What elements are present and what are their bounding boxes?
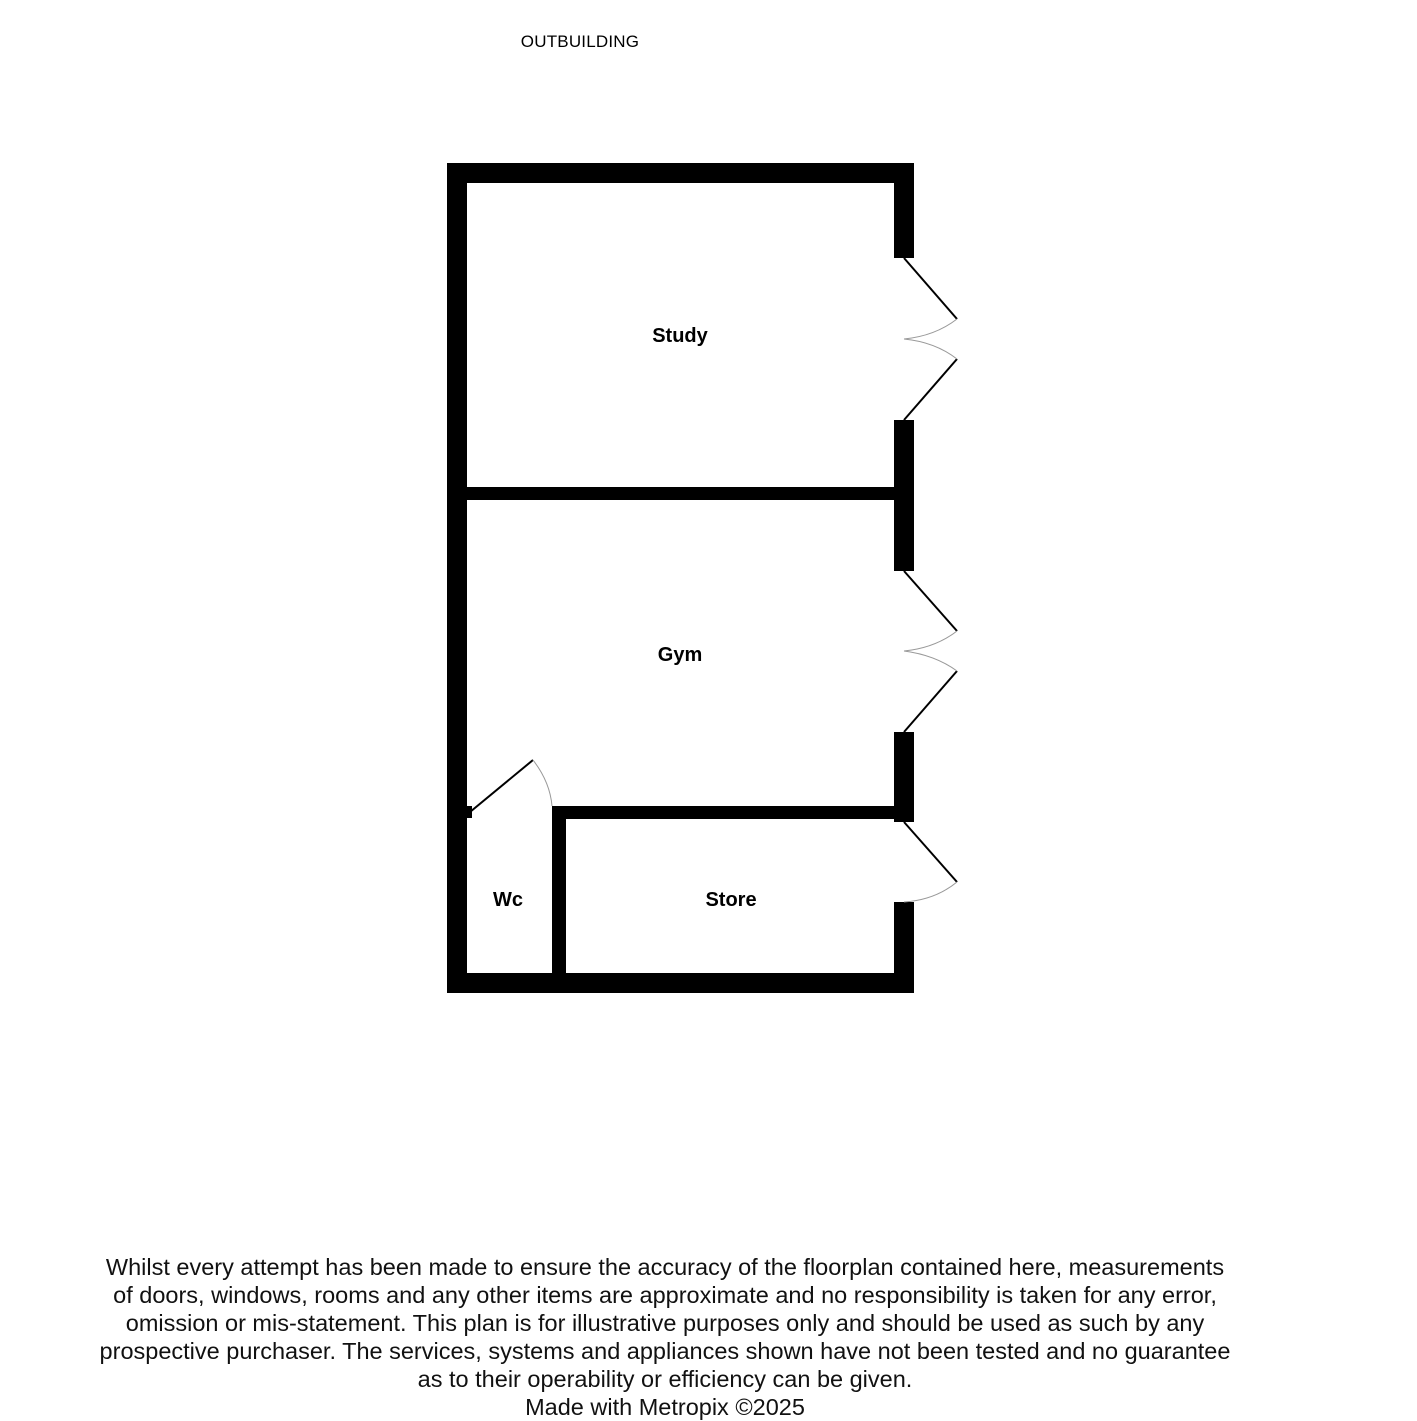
door-swing-arc xyxy=(904,651,957,671)
wall-gym-store xyxy=(552,806,904,819)
wall-left xyxy=(447,163,467,993)
door-swing-arc xyxy=(904,882,957,902)
door-leaf xyxy=(904,671,957,732)
door-leaf xyxy=(904,258,957,319)
disclaimer xyxy=(40,1253,1290,1421)
disclaimer-line: Whilst every attempt has been made to ensure the accuracy of the floorplan contained here, measurements xyxy=(105,1254,1225,1280)
door-leaf xyxy=(904,822,957,882)
room-label-store: Store xyxy=(705,889,757,911)
floor-title: OUTBUILDING xyxy=(520,32,640,51)
door-leaf xyxy=(904,359,957,420)
wall-right-study-upper xyxy=(894,163,914,258)
door-swing-arc xyxy=(904,319,957,339)
credit-line: Made with Metropix ©2025 xyxy=(525,1394,805,1420)
interior-walls xyxy=(460,487,904,986)
wall-top xyxy=(447,163,914,183)
wall-bottom xyxy=(447,973,914,993)
disclaimer-line: of doors, windows, rooms and any other items are approximate and no responsibility is taken for any error, xyxy=(113,1282,1217,1308)
wall-study-gym xyxy=(460,487,904,500)
door-swing-arc xyxy=(904,339,957,359)
room-label-gym: Gym xyxy=(657,644,703,666)
door-swing-arc xyxy=(533,760,552,806)
room-label-wc: Wc xyxy=(493,889,523,911)
wc-door xyxy=(470,760,552,812)
door-leaf xyxy=(904,571,957,631)
disclaimer-line: omission or mis-statement. This plan is for illustrative purposes only and should be used as such by any xyxy=(125,1310,1205,1336)
store-door xyxy=(904,822,957,902)
door-leaf xyxy=(470,760,533,812)
study-double-door xyxy=(904,258,957,420)
disclaimer-line: as to their operability or efficiency can be given. xyxy=(417,1366,913,1392)
disclaimer-line: prospective purchaser. The services, systems and appliances shown have not been tested and no guarantee xyxy=(99,1338,1231,1364)
exterior-walls xyxy=(447,163,914,993)
room-label-study: Study xyxy=(652,325,708,347)
door-swing-arc xyxy=(904,631,957,651)
wall-wc-store xyxy=(552,806,566,986)
wall-right-store-lower xyxy=(894,902,914,993)
gym-double-door xyxy=(904,571,957,732)
